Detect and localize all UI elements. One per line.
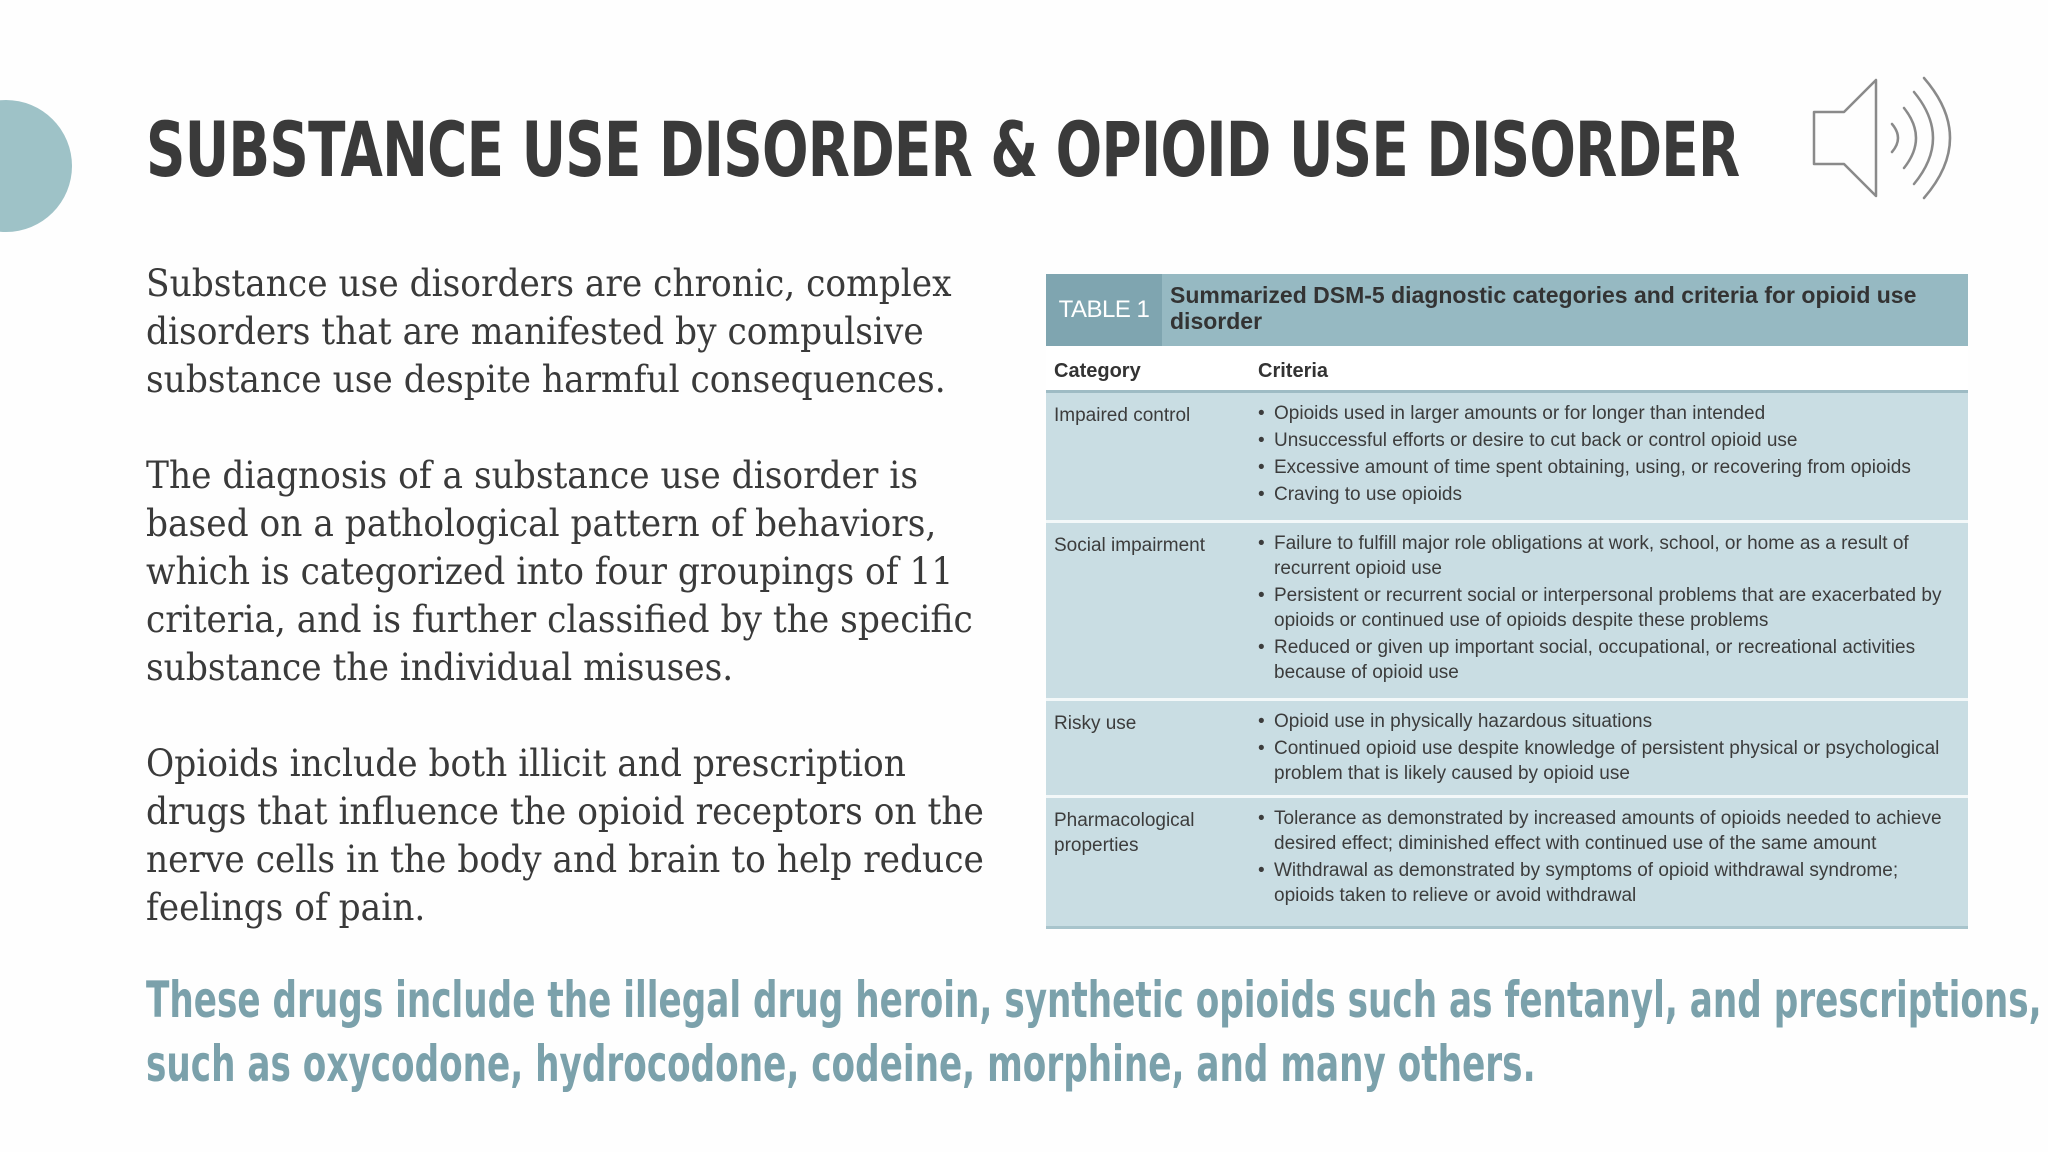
footer-line: These drugs include the illegal drug heroin, synthetic opioids such as fentanyl, and prescriptions,	[146, 971, 2042, 1029]
table-title: Summarized DSM-5 diagnostic categories and criteria for opioid use disorder	[1170, 282, 1917, 334]
column-header-criteria: Criteria	[1258, 360, 1329, 382]
criteria-item: • Reduced or given up important social, occupational, or recreational activities because of opioid use	[1258, 635, 1958, 685]
criteria-item: • Craving to use opioids	[1258, 482, 1958, 507]
paragraph-opioids: Opioids include both illicit and prescription drugs that influence the opioid receptors on the nerve cells in the body and brain to help reduce feelings of pain.	[146, 742, 984, 929]
decorative-circle	[0, 100, 72, 232]
table-header-band	[1046, 274, 1968, 350]
criteria-item: • Opioid use in physically hazardous situations	[1258, 709, 1958, 734]
footer-statement	[146, 968, 2042, 1096]
speaker-volume-icon-graphic	[1810, 74, 1970, 204]
row-criteria-list	[1258, 709, 1958, 788]
criteria-item: • Continued opioid use despite knowledge of persistent physical or psychological problem that is likely caused by opioid use	[1258, 736, 1958, 786]
column-header-category: Category	[1054, 360, 1141, 382]
row-category: Impaired control	[1054, 405, 1191, 426]
row-criteria-list	[1258, 531, 1958, 687]
paragraph-sud-definition: Substance use disorders are chronic, complex disorders that are manifested by compulsive substance use despite harmful consequences.	[146, 262, 952, 401]
table-label: TABLE 1	[1046, 274, 1162, 346]
slide-title: SUBSTANCE USE DISORDER & OPIOID USE DISORDER	[146, 105, 1740, 194]
criteria-item: • Excessive amount of time spent obtaining, using, or recovering from opioids	[1258, 455, 1958, 480]
criteria-item: • Failure to fulfill major role obligations at work, school, or home as a result of recurrent opioid use	[1258, 531, 1958, 581]
row-criteria-list	[1258, 401, 1958, 509]
criteria-item: • Persistent or recurrent social or interpersonal problems that are exacerbated by opioids or continued use of opioids despite these problems	[1258, 583, 1958, 633]
table-row	[1046, 798, 1968, 923]
dsm5-table-figure	[1046, 274, 1968, 929]
row-criteria-list	[1258, 806, 1958, 910]
row-category: Risky use	[1054, 713, 1137, 734]
criteria-item: • Opioids used in larger amounts or for longer than intended	[1258, 401, 1958, 426]
footer-line: such as oxycodone, hydrocodone, codeine, morphine, and many others.	[146, 1035, 1536, 1093]
table-row	[1046, 523, 1968, 701]
row-category: Pharmacological properties	[1054, 810, 1195, 856]
table-row	[1046, 701, 1968, 798]
criteria-item: • Unsuccessful efforts or desire to cut back or control opioid use	[1258, 428, 1958, 453]
criteria-item: • Tolerance as demonstrated by increased amounts of opioids needed to achieve desired effect; diminished effect with continued use of the same amount	[1258, 806, 1958, 856]
row-category: Social impairment	[1054, 535, 1205, 556]
table-row	[1046, 393, 1968, 523]
body-text	[146, 260, 1026, 980]
criteria-item: • Withdrawal as demonstrated by symptoms of opioid withdrawal syndrome; opioids taken to relieve or avoid withdrawal	[1258, 858, 1958, 908]
speaker-volume-icon[interactable]	[1810, 74, 1970, 204]
paragraph-diagnosis: The diagnosis of a substance use disorder is based on a pathological pattern of behaviors, which is categorized into four groupings of 11 criteria, and is further classified by the specific substance the individual misuses.	[146, 454, 973, 689]
table-column-headers	[1046, 350, 1968, 393]
